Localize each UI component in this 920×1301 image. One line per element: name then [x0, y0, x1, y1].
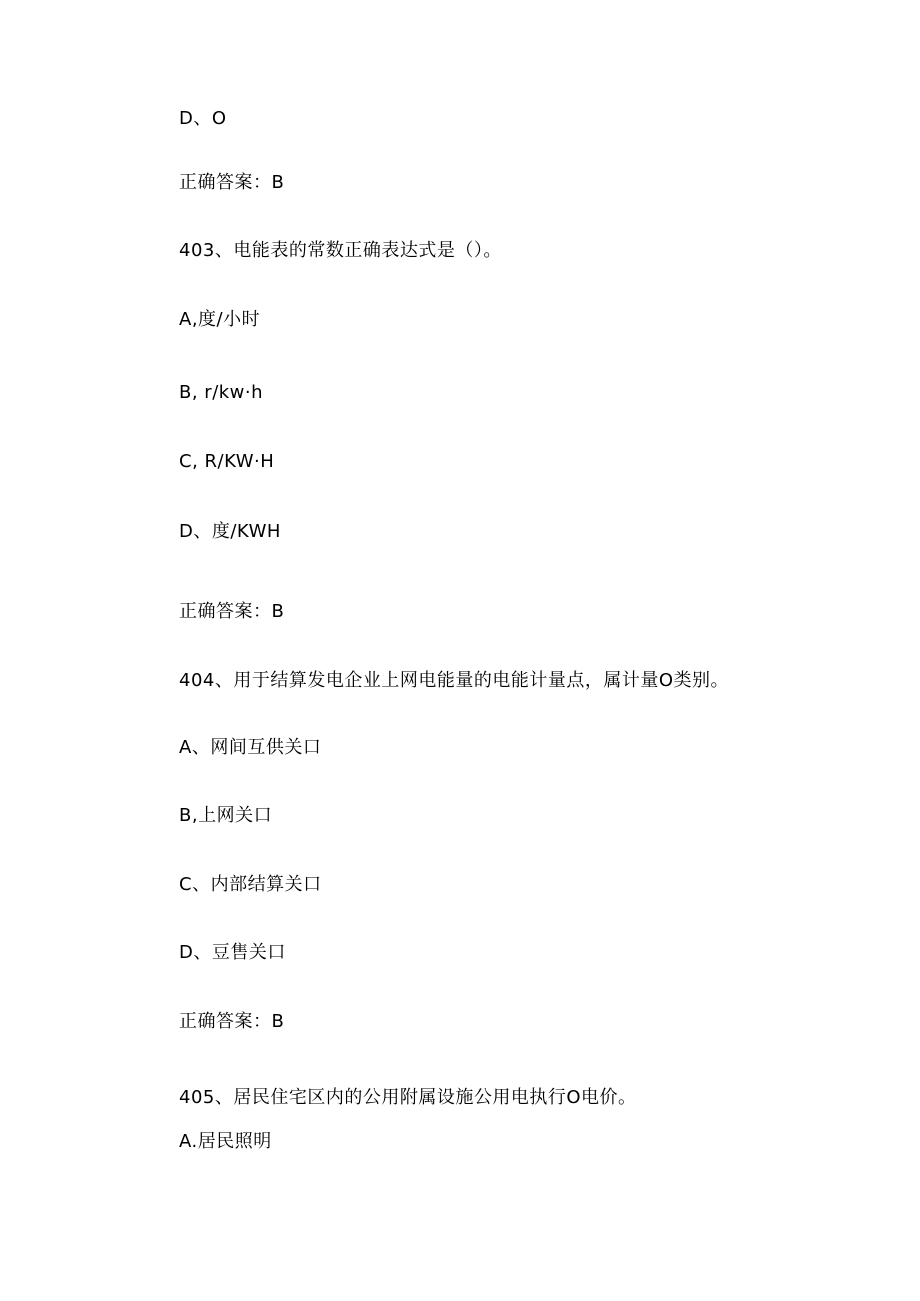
option-404-b: B,上网关口	[179, 805, 273, 826]
answer-404: 正确答案：B	[179, 1011, 285, 1032]
answer-402: 正确答案：B	[179, 172, 285, 193]
option-d-prev: D、O	[179, 108, 227, 129]
option-403-d: D、度/KWH	[179, 521, 281, 542]
question-405: 405、居民住宅区内的公用附属设施公用电执行O电价。	[179, 1087, 637, 1108]
option-403-b: B, r/kw·h	[179, 382, 264, 403]
option-403-a: A,度/小时	[179, 309, 261, 330]
option-405-a: A.居民照明	[179, 1131, 272, 1152]
option-404-c: C、内部结算关口	[179, 874, 322, 895]
answer-403: 正确答案：B	[179, 601, 285, 622]
question-403: 403、电能表的常数正确表达式是（）。	[179, 240, 502, 261]
option-404-a: A、网间互供关口	[179, 737, 322, 758]
question-404: 404、用于结算发电企业上网电能量的电能计量点，属计量O类别。	[179, 670, 730, 691]
option-404-d: D、豆售关口	[179, 942, 286, 963]
option-403-c: C, R/KW·H	[179, 451, 275, 472]
